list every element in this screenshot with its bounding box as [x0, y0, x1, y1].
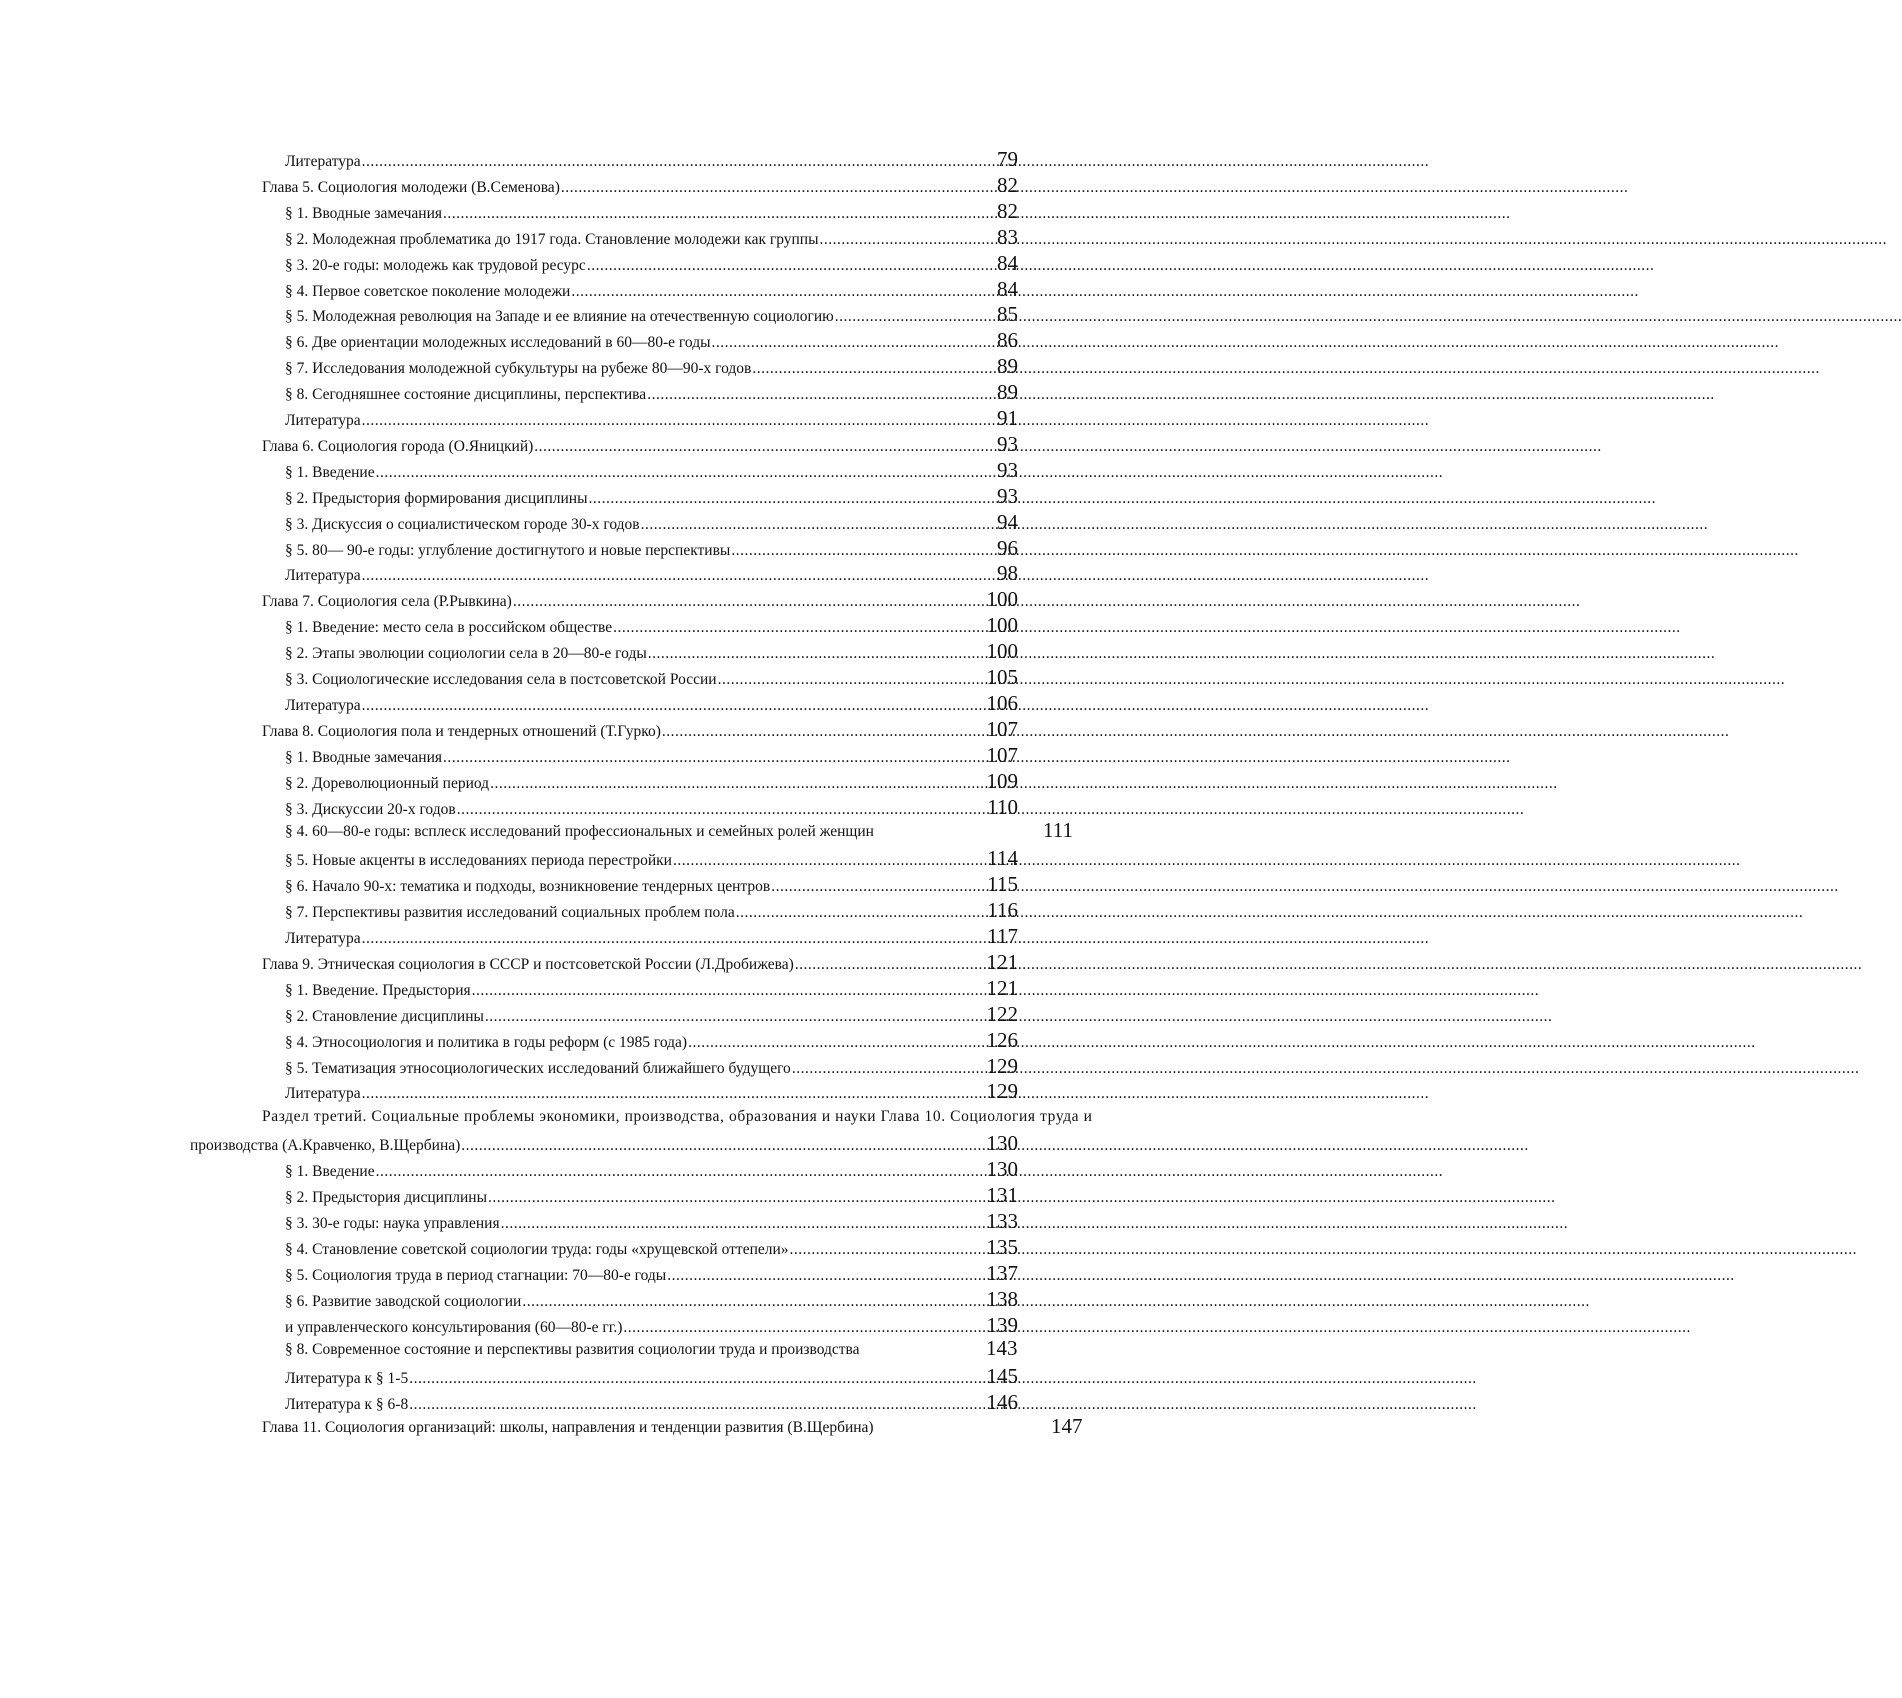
- toc-entry-page: 93: [997, 484, 1018, 508]
- toc-entry-page: 129: [986, 1079, 1018, 1103]
- toc-entry-page: 109: [986, 769, 1018, 793]
- toc-entry-title: § 5. Новые акценты в исследованиях периода перестройки: [285, 852, 672, 869]
- toc-entry-page: 100: [986, 587, 1018, 611]
- toc-entry[interactable]: [285, 768, 1018, 794]
- toc-entry-title: § 6. Две ориентации молодежных исследований в 60—80-е годы: [285, 334, 711, 351]
- toc-entry-title: § 2. Этапы эволюции социологии села в 20—80-е годы: [285, 645, 647, 662]
- toc-entry-title: § 2. Предыстория формирования дисциплины: [285, 490, 588, 507]
- toc-entry-page: 139: [986, 1313, 1018, 1337]
- toc-entry[interactable]: [285, 664, 1018, 690]
- toc-entry[interactable]: [262, 1415, 1177, 1441]
- toc-entry-title: § 5. 80— 90-е годы: углубление достигнутого и новые перспективы: [285, 542, 731, 559]
- toc-entry-title: § 4. Этносоциология и политика в годы реформ (с 1985 года): [285, 1034, 688, 1051]
- toc-entry-title: § 1. Введение: [285, 464, 375, 481]
- toc-entry-title: § 8. Сегодняшнее состояние дисциплины, перспектива: [285, 386, 647, 403]
- toc-entry[interactable]: [285, 327, 1018, 353]
- toc-chapter[interactable]: [262, 586, 1018, 612]
- toc-entry[interactable]: [285, 742, 1018, 768]
- toc-entry[interactable]: [285, 1078, 1018, 1104]
- toc-entry-page: 145: [986, 1364, 1018, 1388]
- toc-entry-page: 130: [986, 1131, 1018, 1155]
- toc-entry[interactable]: [285, 483, 1018, 509]
- toc-entry[interactable]: [285, 1001, 1018, 1027]
- toc-entry-title: Глава 8. Социология пола и тендерных отношений (Т.Гурко): [262, 723, 661, 740]
- toc-entry[interactable]: [285, 353, 1018, 379]
- toc-entry-page: 131: [986, 1183, 1018, 1207]
- toc-entry-page: 98: [997, 561, 1018, 585]
- toc-entry-page: 85: [997, 302, 1018, 326]
- toc-entry[interactable]: [285, 301, 1018, 327]
- toc-entry[interactable]: [285, 1389, 1018, 1415]
- toc-entry-page: 96: [997, 536, 1018, 560]
- toc-entry[interactable]: [285, 276, 1018, 302]
- toc-entry-title: § 7. Перспективы развития исследований социальных проблем пола: [285, 904, 735, 921]
- toc-entry-page: 130: [986, 1157, 1018, 1181]
- toc-entry-page: 79: [997, 147, 1018, 171]
- toc-entry-title: Литература: [285, 153, 361, 170]
- toc-entry-title: § 1. Вводные замечания: [285, 205, 443, 222]
- toc-entry-title: § 6. Развитие заводской социологии: [285, 1293, 522, 1310]
- toc-entry[interactable]: [285, 198, 1018, 224]
- toc-entry-page: 121: [986, 976, 1018, 1000]
- toc-entry-title: Глава 6. Социология города (О.Яницкий): [262, 438, 534, 455]
- toc-entry-page: 82: [997, 173, 1018, 197]
- toc-entry-page: 84: [997, 251, 1018, 275]
- toc-entry-page: 89: [997, 354, 1018, 378]
- toc-entry[interactable]: [285, 638, 1018, 664]
- toc-entry-page: 129: [986, 1054, 1018, 1078]
- toc-entry-page: 114: [987, 846, 1018, 870]
- toc-entry-page: 82: [997, 199, 1018, 223]
- toc-entry-title: Литература к § 6-8: [285, 1396, 409, 1413]
- toc-entry-title: § 8. Современное состояние и перспективы развития социологии труда и производства: [285, 1341, 860, 1358]
- toc-entry-title: § 7. Исследования молодежной субкультуры на рубеже 80—90-х годов: [285, 360, 752, 377]
- toc-entry-title: Глава 11. Социология организаций: школы, направления и тенденции развития (В.Щербина): [262, 1419, 874, 1436]
- toc-entry[interactable]: [285, 897, 1018, 923]
- toc-entry-page: 89: [997, 380, 1018, 404]
- toc-entry[interactable]: [285, 1337, 1200, 1363]
- toc-entry-title: § 3. Социологические исследования села в постсоветской России: [285, 671, 717, 688]
- toc-entry[interactable]: [285, 509, 1018, 535]
- toc-entry[interactable]: [285, 612, 1018, 638]
- toc-entry-page: 86: [997, 328, 1018, 352]
- toc-entry-title: § 3. Дискуссия о социалистическом городе 30-х годов: [285, 516, 640, 533]
- toc-entry-page: 138: [986, 1287, 1018, 1311]
- toc-entry-title: § 5. Тематизация этносоциологических исследований ближайшего будущего: [285, 1060, 791, 1077]
- toc-entry-title: Глава 9. Этническая социология в СССР и постсоветской России (Л.Дробижева): [262, 956, 794, 973]
- toc-entry-title: § 2. Дореволюционный период: [285, 775, 490, 792]
- toc-entry-page: 116: [987, 898, 1018, 922]
- toc-entry-page: 126: [986, 1028, 1018, 1052]
- toc-entry-title: § 3. Дискуссии 20-х годов: [285, 801, 456, 818]
- toc-entry-page: 100: [986, 613, 1018, 637]
- toc-entry[interactable]: [285, 1260, 1018, 1286]
- toc-entry[interactable]: [285, 146, 1018, 172]
- toc-entry[interactable]: [285, 690, 1018, 716]
- toc-entry[interactable]: [285, 1027, 1018, 1053]
- toc-entry-title: § 2. Предыстория дисциплины: [285, 1189, 487, 1206]
- toc-entry[interactable]: [285, 457, 1018, 483]
- toc-entry-title: § 4. Первое советское поколение молодежи: [285, 283, 571, 300]
- toc-entry[interactable]: [285, 819, 1200, 845]
- toc-entry[interactable]: [285, 1156, 1018, 1182]
- toc-entry-page: 94: [997, 510, 1018, 534]
- toc-entry-title: производства (А.Кравченко, В.Щербина): [190, 1137, 461, 1154]
- toc-entry-page: 115: [987, 872, 1018, 896]
- toc-entry-page: 147: [1051, 1414, 1083, 1438]
- toc-entry-title: § 5. Молодежная революция на Западе и ее влияние на отечественную социологию: [285, 308, 834, 325]
- toc-chapter[interactable]: [262, 431, 1018, 457]
- toc-entry-title: Литература к § 1-5: [285, 1370, 409, 1387]
- toc-entry-page: 107: [986, 717, 1018, 741]
- toc-entry-title: Литература: [285, 697, 361, 714]
- toc-entry-title: Литература: [285, 412, 361, 429]
- section-heading: Раздел третий. Социальные проблемы экономики, производства, образования и науки Глава 10. Социология труда и: [262, 1108, 1093, 1125]
- toc-entry-title: § 1. Введение. Предыстория: [285, 982, 471, 999]
- toc-entry[interactable]: [285, 975, 1018, 1001]
- toc-entry[interactable]: [285, 794, 1018, 820]
- toc-entry-page: 121: [986, 950, 1018, 974]
- toc-entry-title: § 4. 60—80-е годы: всплеск исследований профессиональных и семейных ролей женщин: [285, 823, 874, 840]
- toc-chapter[interactable]: [262, 716, 1018, 742]
- toc-entry-title: § 4. Становление советской социологии труда: годы «хрущевской оттепели»: [285, 1241, 789, 1258]
- toc-entry-page: 83: [997, 225, 1018, 249]
- toc-entry[interactable]: [285, 560, 1018, 586]
- toc-entry[interactable]: [285, 1363, 1018, 1389]
- toc-entry-title: § 6. Начало 90-х: тематика и подходы, возникновение тендерных центров: [285, 878, 771, 895]
- toc-entry[interactable]: [285, 535, 1018, 561]
- toc-entry-page: 122: [986, 1002, 1018, 1026]
- toc-entry[interactable]: [285, 1208, 1018, 1234]
- toc-entry-page: 107: [986, 743, 1018, 767]
- toc-chapter[interactable]: [262, 949, 1018, 975]
- toc-entry-title: Литература: [285, 567, 361, 584]
- toc-entry-title: § 1. Введение: [285, 1163, 375, 1180]
- toc-entry[interactable]: [285, 1286, 1018, 1312]
- toc-entry[interactable]: [285, 1234, 1018, 1260]
- toc-entry-title: § 2. Молодежная проблематика до 1917 года. Становление молодежи как группы: [285, 231, 819, 248]
- toc-entry[interactable]: [285, 379, 1018, 405]
- toc-entry[interactable]: [285, 1312, 1018, 1338]
- toc-entry-page: 93: [997, 432, 1018, 456]
- toc-entry-page: 146: [986, 1390, 1018, 1414]
- toc-entry-page: 106: [986, 691, 1018, 715]
- toc-entry-title: § 2. Становление дисциплины: [285, 1008, 484, 1025]
- toc-entry-title: § 1. Вводные замечания: [285, 749, 443, 766]
- toc-entry-page: 100: [986, 639, 1018, 663]
- toc-chapter[interactable]: [262, 172, 1018, 198]
- toc-entry-title: § 5. Социология труда в период стагнации: 70—80-е годы: [285, 1267, 667, 1284]
- toc-entry[interactable]: [285, 1053, 1018, 1079]
- toc-entry-page: 135: [986, 1235, 1018, 1259]
- toc-entry[interactable]: [285, 224, 1018, 250]
- toc-entry[interactable]: [285, 871, 1018, 897]
- toc-entry-page: 111: [1043, 818, 1073, 842]
- toc-entry[interactable]: [285, 405, 1018, 431]
- toc-entry-page: 137: [986, 1261, 1018, 1285]
- toc-entry-page: 93: [997, 458, 1018, 482]
- toc-entry-page: 105: [986, 665, 1018, 689]
- toc-entry-page: 110: [987, 795, 1018, 819]
- toc-entry[interactable]: [190, 1130, 1018, 1156]
- toc-entry-title: Литература: [285, 930, 361, 947]
- toc-entry-page: 117: [987, 924, 1018, 948]
- toc-entry[interactable]: [285, 250, 1018, 276]
- toc-entry-title: Литература: [285, 1085, 361, 1102]
- toc-entry-page: 84: [997, 277, 1018, 301]
- toc-entry-title: § 1. Введение: место села в российском обществе: [285, 619, 613, 636]
- toc-entry-title: Глава 7. Социология села (Р.Рывкина): [262, 593, 512, 610]
- toc-entry-title: § 3. 30-е годы: наука управления: [285, 1215, 500, 1232]
- toc-entry-page: 133: [986, 1209, 1018, 1233]
- toc-entry-title: и управленческого консультирования (60—80-е гг.): [285, 1319, 623, 1336]
- toc-entry-page: 143: [986, 1336, 1018, 1360]
- toc-entry[interactable]: [285, 923, 1018, 949]
- toc-entry[interactable]: [285, 845, 1018, 871]
- toc-entry-title: Глава 5. Социология молодежи (В.Семенова): [262, 179, 560, 196]
- toc-entry[interactable]: [285, 1182, 1018, 1208]
- toc-entry-title: § 3. 20-е годы: молодежь как трудовой ресурс: [285, 257, 586, 274]
- toc-entry-page: 91: [997, 406, 1018, 430]
